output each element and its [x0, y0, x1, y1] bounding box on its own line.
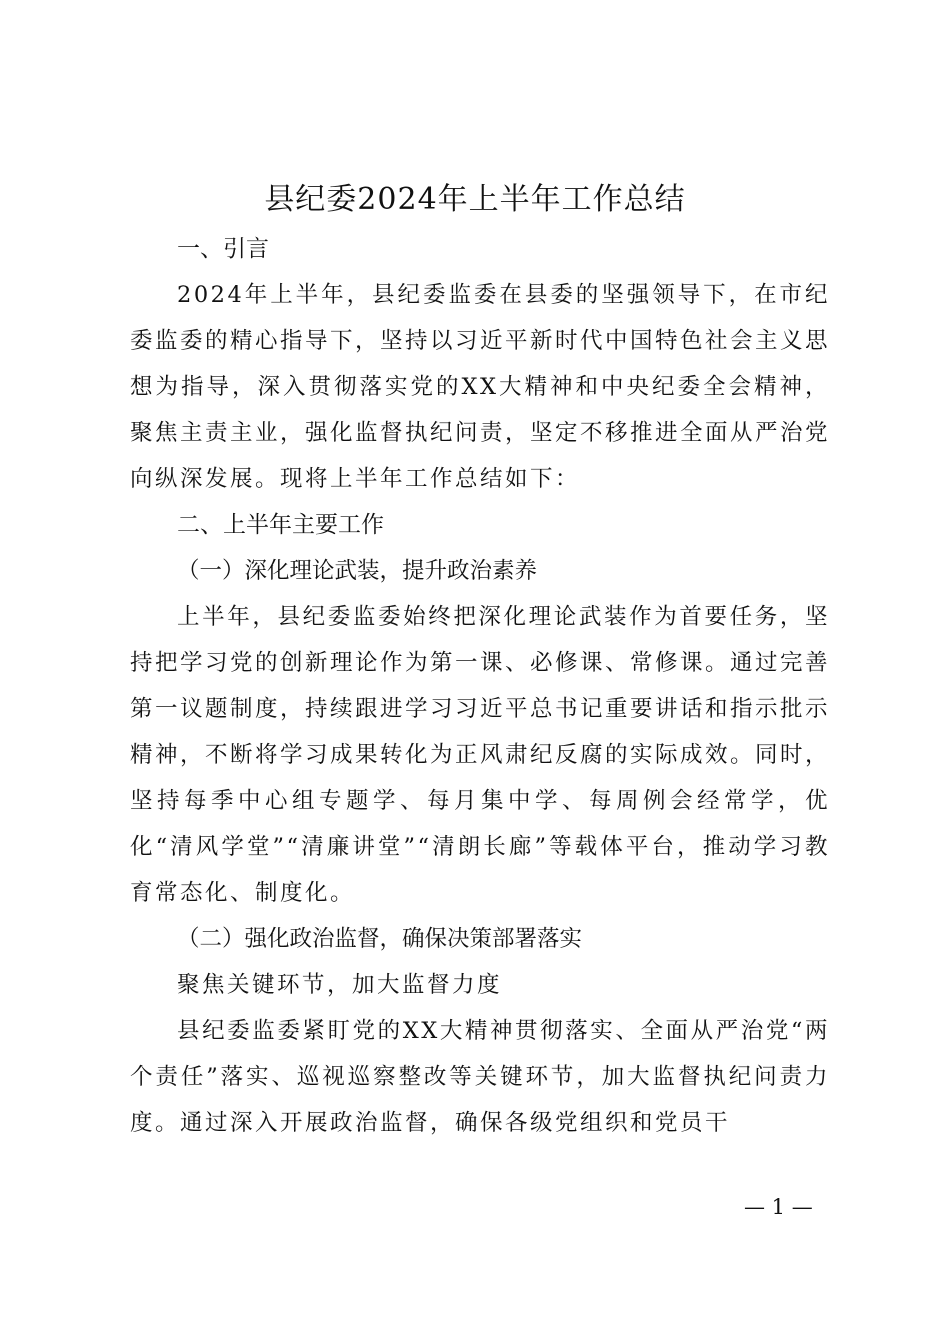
- section-heading-intro: 一、引言: [177, 236, 269, 262]
- intro-paragraph: 2024年上半年，县纪委监委在县委的坚强领导下，在市纪委监委的精心指导下，坚持以习近平新时代中国特色社会主义思想为指导，深入贯彻落实党的XX大精神和中央纪委全会精神，聚焦主责主业，强化监督执纪问责，坚定不移推进全面从严治党向纵深发展。现将上半年工作总结如下：: [130, 282, 831, 492]
- supervision-subheading: 聚焦关键环节，加大监督力度: [177, 972, 503, 998]
- subsection-heading-theory: （一）深化理论武装，提升政治素养: [177, 558, 538, 584]
- section-heading-main-work: 二、上半年主要工作: [177, 512, 384, 538]
- theory-paragraph: 上半年，县纪委监委始终把深化理论武装作为首要任务，坚持把学习党的创新理论作为第一课、必修课、常修课。通过完善第一议题制度，持续跟进学习习近平总书记重要讲话和指示批示精神，不断将学习成果转化为正风肃纪反腐的实际成效。同时，坚持每季中心组专题学、每月集中学、每周例会经常学，优化“清风学堂”“清廉讲堂”“清朗长廊”等载体平台，推动学习教育常态化、制度化。: [130, 604, 831, 906]
- supervision-paragraph: 县纪委监委紧盯党的XX大精神贯彻落实、全面从严治党“两个责任”落实、巡视巡察整改等关键环节，加大监督执纪问责力度。通过深入开展政治监督，确保各级党组织和党员干: [130, 1018, 830, 1136]
- document-title: 县纪委2024年上半年工作总结: [264, 182, 686, 217]
- subsection-heading-supervision: （二）强化政治监督，确保决策部署落实: [177, 926, 583, 952]
- page-number: — 1 —: [744, 1195, 813, 1219]
- document-body: [130, 226, 830, 1146]
